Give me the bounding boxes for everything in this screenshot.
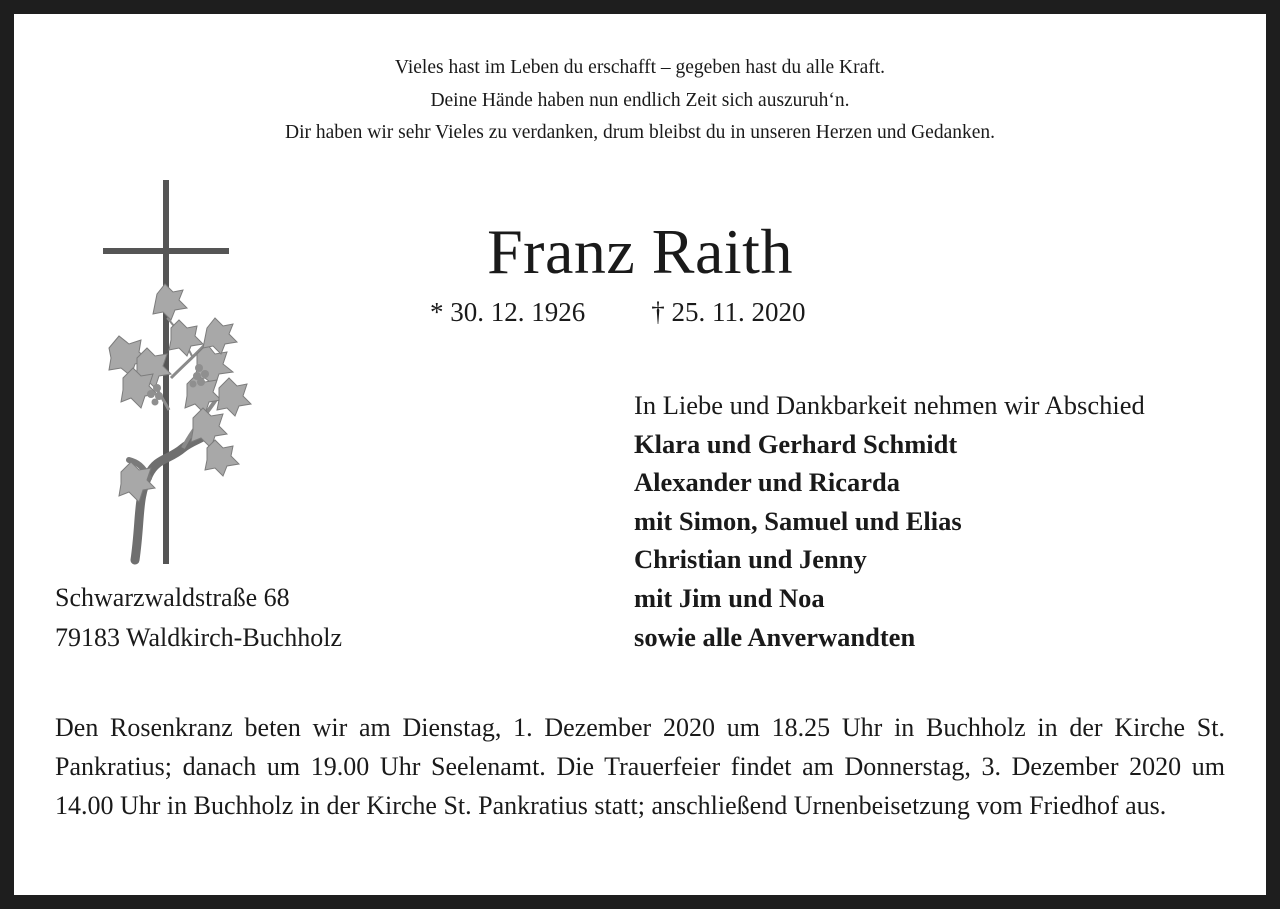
family-line: Christian und Jenny (634, 544, 867, 575)
verse (14, 52, 1266, 150)
family-line: mit Simon, Samuel und Elias (634, 505, 962, 536)
address-city: 79183 Waldkirch-Buchholz (55, 623, 342, 652)
family-line: Alexander und Ricarda (634, 467, 901, 498)
birth-date: * 30. 12. 1926 (430, 297, 586, 327)
address-block (55, 578, 342, 658)
mourners-list (634, 386, 1145, 656)
service-details: Den Rosenkranz beten wir am Dienstag, 1. Dezember 2020 um 18.25 Uhr in Buchholz in der Kirche St. Pankratius; danach um 19.00 Uhr Seelenamt. Die Trauerfeier findet am Donnerstag, 3. Dezember 2020 um 14.00 Uhr in Buchholz in der Kirche St. Pankratius statt; anschließend Urnenbeisetzung vom Friedhof aus. (55, 713, 1225, 820)
life-dates (430, 294, 806, 330)
farewell-intro: In Liebe und Dankbarkeit nehmen wir Abschied (634, 390, 1145, 420)
death-date: † 25. 11. 2020 (651, 297, 806, 327)
verse-line-3: Dir haben wir sehr Vieles zu verdanken, drum bleibst du in unseren Herzen und Gedanken. (285, 122, 995, 143)
family-line: sowie alle Anverwandten (634, 621, 916, 652)
address-street: Schwarzwaldstraße 68 (55, 583, 290, 612)
verse-line-1: Vieles hast im Leben du erschafft – gegeben hast du alle Kraft. (394, 57, 886, 78)
verse-line-2: Deine Hände haben nun endlich Zeit sich auszuruh‘n. (430, 89, 850, 111)
family-line: Klara und Gerhard Schmidt (634, 428, 958, 459)
obituary-notice (14, 14, 1266, 895)
family-line: mit Jim und Noa (634, 582, 825, 613)
deceased-name: Franz Raith (487, 216, 793, 287)
